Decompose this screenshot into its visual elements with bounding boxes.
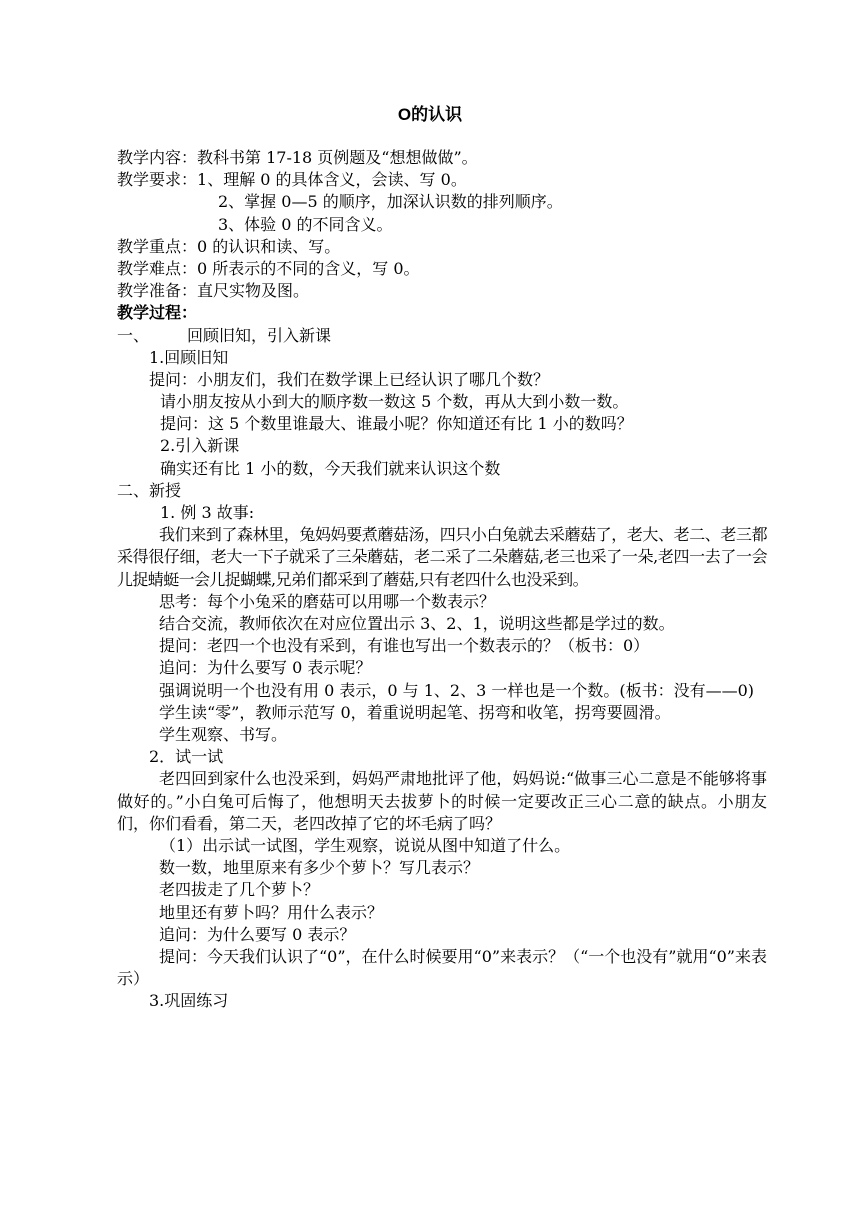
subsection-review: 1.回顾旧知 — [149, 347, 229, 367]
requirement-item: 2、掌握 0—5 的顺序，加深认识数的排列顺序。 — [218, 192, 563, 212]
question-line: 老四拔走了几个萝卜？ — [159, 880, 320, 900]
subsection-example: 1. 例 3 故事: — [160, 503, 255, 522]
question-paragraph: 提问：今天我们认识了“0”，在什么时候要用“0”来表示？（“一个也没有”就用“0”来表示） — [117, 947, 767, 989]
teaching-requirements-1 — [117, 169, 767, 191]
section-one-title: 回顾旧知，引入新课 — [187, 325, 332, 345]
emphasis-paragraph: 强调说明一个也没有用 0 表示，0 与 1、2、3 一样也是一个数。(板书：没有——0) — [159, 680, 754, 700]
requirement-item: 1、理解 0 的具体含义，会读、写 0。 — [197, 170, 467, 190]
section-one-number: 一、 — [117, 325, 150, 345]
try-line: （1）出示试一试图，学生观察，说说从图中知道了什么。 — [160, 836, 571, 856]
question-line: 地里还有萝卜吗？用什么表示？ — [159, 902, 384, 922]
read-paragraph: 学生读“零”，教师示范写 0，着重说明起笔、拐弯和收笔，拐弯要圆滑。 — [159, 702, 671, 722]
teaching-preparation: 教学准备：直尺实物及图。 — [117, 281, 310, 301]
teaching-content: 教学内容：教科书第 17-18 页例题及“想想做做”。 — [117, 148, 478, 167]
question-line: 提问：这 5 个数里谁最大、谁最小呢？你知道还有比 1 小的数吗？ — [160, 414, 633, 434]
section-two-heading: 二、新授 — [117, 480, 182, 500]
question-line: 数一数，地里原来有多少个萝卜？写几表示？ — [159, 858, 480, 878]
teaching-key-point: 教学重点：0 的认识和读、写。 — [117, 236, 341, 256]
subsection-try: 2．试一试 — [149, 747, 224, 767]
teaching-difficulty: 教学难点：0 所表示的不同的含义，写 0。 — [117, 258, 420, 278]
exchange-paragraph: 结合交流，教师依次在对应位置出示 3、2、1，说明这些都是学过的数。 — [159, 614, 675, 633]
section-one-heading — [117, 325, 767, 347]
ask-line: 追问：为什么要写 0 表示呢？ — [159, 658, 372, 678]
question-line: 确实还有比 1 小的数，今天我们就来认识这个数 — [160, 458, 501, 478]
requirement-item: 3、体验 0 的不同含义。 — [218, 214, 393, 234]
process-heading: 教学过程： — [117, 303, 198, 323]
think-line: 思考：每个小兔采的磨菇可以用哪一个数表示？ — [159, 591, 496, 611]
subsection-intro: 2.引入新课 — [160, 436, 240, 456]
document-body — [117, 147, 767, 1013]
subsection-practice: 3.巩固练习 — [149, 991, 229, 1011]
story-paragraph: 老四回到家什么也没采到，妈妈严肃地批评了他，妈妈说:“做事三心二意是不能够将事做好的。”小白兔可后悔了，他想明天去拔萝卜的时候一定要改正三心二意的缺点。小朋友们，你们看看，第二天，老四改掉了它的坏毛病了吗？ — [117, 769, 767, 833]
document-title: O的认识 — [397, 105, 463, 124]
question-line: 请小朋友按从小到大的顺序数一数这 5 个数，再从大到小数一数。 — [160, 392, 629, 412]
question-line: 追问：为什么要写 0 表示？ — [159, 924, 356, 944]
observe-line: 学生观察、书写。 — [159, 725, 288, 745]
question-line: 提问：小朋友们，我们在数学课上已经认识了哪几个数？ — [149, 369, 550, 389]
story-paragraph: 我们来到了森林里，兔妈妈要煮蘑菇汤，四只小白兔就去采蘑菇了，老大、老二、老三都采得很仔细，老大一下子就采了三朵蘑菇，老二采了二朵蘑菇,老三也采了一朵,老四一去了一会儿捉蜻蜓一会儿捉蝴蝶,兄弟们都采到了蘑菇,只有老四什么也没采到。 — [117, 525, 767, 589]
requirements-label: 教学要求： — [117, 170, 198, 190]
ask-line: 提问：老四一个也没有采到，有谁也写出一个数表示的？（板书：0） — [159, 636, 650, 656]
